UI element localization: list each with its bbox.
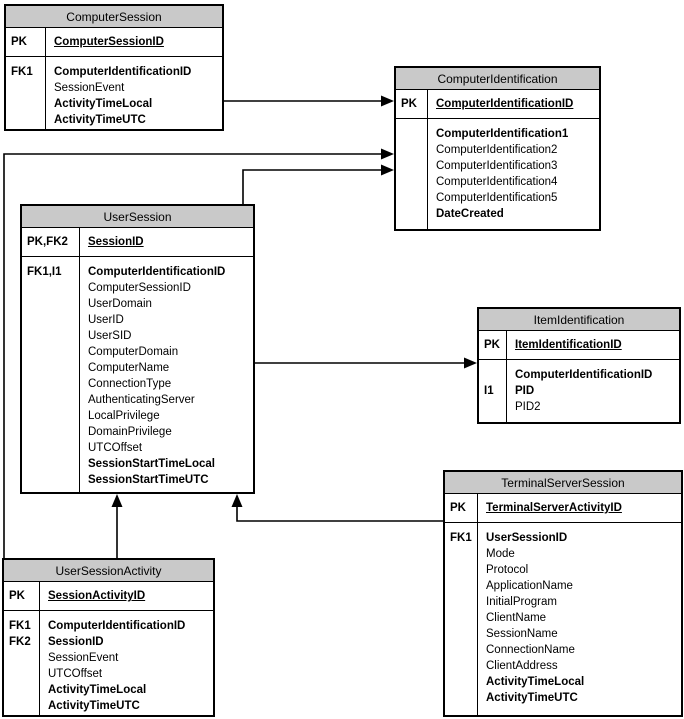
attribute: ComputerDomain	[88, 346, 179, 358]
attribute: SessionEvent	[48, 652, 119, 664]
entity-title: UserSession	[22, 206, 253, 228]
attribute-section	[445, 523, 681, 715]
attribute: ComputerIdentification2	[436, 144, 558, 156]
relationship-usersession-computeridentification[interactable]	[243, 165, 394, 205]
attribute: DateCreated	[436, 208, 504, 220]
attribute: Mode	[486, 548, 515, 560]
attribute: ComputerIdentification4	[436, 176, 558, 188]
attribute: PID	[515, 385, 535, 397]
fk-key-labels	[479, 360, 507, 422]
attribute-list	[40, 611, 213, 715]
pk-row	[445, 494, 681, 523]
attribute: ApplicationName	[486, 580, 573, 592]
pk-row	[396, 90, 599, 119]
attribute: ActivityTimeUTC	[48, 700, 140, 712]
attribute-section	[4, 611, 213, 715]
pk-row	[22, 228, 253, 257]
pk-attribute: TerminalServerActivityID	[486, 502, 622, 514]
key-label: I1	[484, 385, 494, 397]
entity-title: UserSessionActivity	[4, 560, 213, 582]
attribute: UTCOffset	[88, 442, 143, 454]
attribute: ConnectionType	[88, 378, 172, 390]
entity-user-session[interactable]	[20, 204, 255, 494]
attribute: ConnectionName	[486, 644, 575, 656]
attribute: ComputerIdentification3	[436, 160, 558, 172]
fk-key-labels	[6, 57, 46, 129]
key-label: FK1,I1	[27, 266, 62, 278]
attribute: ComputerName	[88, 362, 170, 374]
attribute-list	[428, 119, 599, 229]
attribute-section	[396, 119, 599, 229]
key-label: FK2	[9, 636, 31, 648]
attribute: ComputerIdentification1	[436, 128, 569, 140]
fk-key-labels	[445, 523, 478, 715]
pk-key-label: PK,FK2	[22, 228, 80, 256]
attribute: UTCOffset	[48, 668, 103, 680]
entity-computer-session[interactable]	[4, 4, 224, 131]
attribute: UserID	[88, 314, 124, 326]
pk-row	[479, 331, 679, 360]
attribute: ComputerIdentificationID	[48, 620, 186, 632]
attribute: ComputerIdentification5	[436, 192, 558, 204]
attribute: ComputerSessionID	[88, 282, 191, 294]
fk-key-labels	[22, 257, 80, 492]
entity-title: ComputerIdentification	[396, 68, 599, 90]
pk-key-label: PK	[396, 90, 428, 118]
pk-key-label: PK	[4, 582, 40, 610]
attribute-list	[46, 57, 222, 129]
attribute: SessionStartTimeUTC	[88, 474, 209, 486]
key-label: FK1	[450, 532, 472, 544]
attribute: ClientName	[486, 612, 547, 624]
pk-attribute: SessionActivityID	[48, 590, 146, 602]
attribute: ComputerIdentificationID	[54, 66, 192, 78]
entity-item-identification[interactable]	[477, 307, 681, 424]
entity-title: ComputerSession	[6, 6, 222, 28]
attribute: AuthenticatingServer	[88, 394, 195, 406]
attribute: ComputerIdentificationID	[88, 266, 226, 278]
attribute: SessionEvent	[54, 82, 125, 94]
attribute-section	[22, 257, 253, 492]
entity-computer-identification[interactable]	[394, 66, 601, 231]
key-label	[484, 367, 506, 383]
attribute: ActivityTimeUTC	[54, 114, 146, 126]
attribute: ActivityTimeLocal	[48, 684, 147, 696]
attribute: SessionName	[486, 628, 558, 640]
attribute-list	[478, 523, 681, 715]
fk-key-labels	[4, 611, 40, 715]
attribute: Protocol	[486, 564, 529, 576]
relationship-computersession-computeridentification[interactable]	[224, 96, 394, 107]
pk-key-label: PK	[6, 28, 46, 56]
pk-attribute: ItemIdentificationID	[515, 339, 622, 351]
attribute: UserDomain	[88, 298, 152, 310]
attribute: DomainPrivilege	[88, 426, 172, 438]
attribute-section	[479, 360, 679, 422]
pk-key-label: PK	[479, 331, 507, 359]
relationship-terminalserversession-usersession[interactable]	[232, 494, 444, 521]
key-label: FK1	[9, 620, 31, 632]
pk-attribute: ComputerIdentificationID	[436, 98, 574, 110]
attribute: InitialProgram	[486, 596, 557, 608]
pk-attribute: SessionID	[88, 236, 144, 248]
pk-key-label: PK	[445, 494, 478, 522]
attribute: SessionStartTimeLocal	[88, 458, 215, 470]
attribute: UserSID	[88, 330, 132, 342]
attribute: ActivityTimeUTC	[486, 692, 578, 704]
entity-title: TerminalServerSession	[445, 472, 681, 494]
pk-row	[4, 582, 213, 611]
attribute: UserSessionID	[486, 532, 568, 544]
fk-key-labels	[396, 119, 428, 229]
key-label: FK1	[11, 66, 33, 78]
attribute-list	[80, 257, 253, 492]
entity-terminal-server-session[interactable]	[443, 470, 683, 717]
pk-row	[6, 28, 222, 57]
attribute: PID2	[515, 401, 541, 413]
attribute: ActivityTimeLocal	[486, 676, 585, 688]
attribute: ClientAddress	[486, 660, 558, 672]
attribute: LocalPrivilege	[88, 410, 160, 422]
relationship-usersessionactivity-usersession[interactable]	[112, 494, 123, 558]
attribute: SessionID	[48, 636, 104, 648]
entity-title: ItemIdentification	[479, 309, 679, 331]
attribute: ComputerIdentificationID	[515, 369, 653, 381]
attribute-list	[507, 360, 679, 422]
relationship-usersession-itemidentification[interactable]	[255, 358, 477, 369]
pk-attribute: ComputerSessionID	[54, 36, 164, 48]
attribute: ActivityTimeLocal	[54, 98, 153, 110]
entity-user-session-activity[interactable]	[2, 558, 215, 717]
attribute-section	[6, 57, 222, 129]
